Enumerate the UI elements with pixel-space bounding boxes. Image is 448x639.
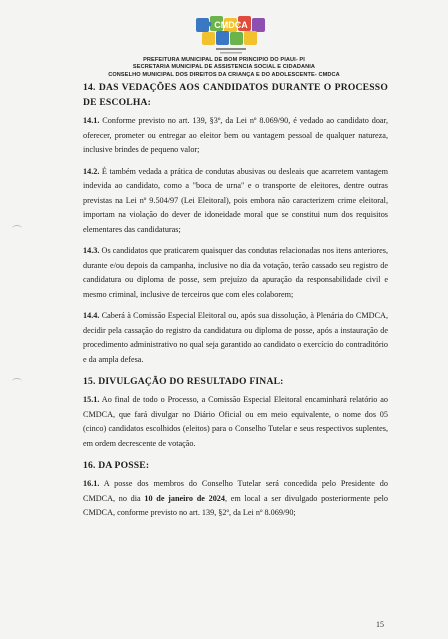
paragraph-14-2 bbox=[83, 165, 388, 238]
item-number: 14.4. bbox=[83, 311, 100, 320]
header-line-1: PREFEITURA MUNICIPAL DE BOM PRINCIPIO DO PIAUI- PI bbox=[143, 57, 305, 63]
item-number: 16.1. bbox=[83, 479, 100, 488]
paragraph-15-1 bbox=[83, 393, 388, 451]
paragraph-text: A posse dos membros do Conselho Tutelar será concedida pelo Presidente do CMDCA, no dia bbox=[83, 479, 388, 503]
paragraph-14-4 bbox=[83, 309, 388, 367]
item-number: 14.2. bbox=[83, 166, 100, 176]
paragraph-16-1 bbox=[83, 477, 388, 521]
scan-mark bbox=[12, 378, 22, 385]
paragraph-text: Os candidatos que praticarem quaisquer das condutas relacionadas nos itens anteriores, durante e/ou depois da campanha, inclusive no dia da votação, terão cassado seu registro de candidatura ou diploma de posse, sem prejuízo da apuração da responsabilidade civil e mesmo criminal, inclusive de terceiros que com eles colaborem; bbox=[83, 246, 388, 299]
header-line-3: CONSELHO MUNICIPAL DOS DIREITOS DA CRIANÇA E DO ADOLESCENTE- CMDCA bbox=[108, 72, 340, 78]
paragraph-text: Ao final de todo o Processo, a Comissão Especial Eleitoral encaminhará relatório ao CMDCA, que fará divulgar no Diário Oficial ou em meio equivalente, o nome dos 05 (cinco) candidatos escolhidos (eleitos) para o Conselho Tutelar e seus respectivos suplentes, em ordem decrescente de votação. bbox=[83, 395, 388, 448]
posse-date: 10 de janeiro de 2024 bbox=[144, 493, 225, 503]
logo-text: CMDCA bbox=[214, 20, 248, 30]
item-number: 15.1. bbox=[83, 395, 100, 404]
paragraph-text: , em local a ser divulgado posteriormente pelo CMDCA, conforme previsto no art. 139, §2º, da Lei nº 8.069/90; bbox=[83, 493, 388, 517]
item-number: 14.3. bbox=[83, 246, 100, 255]
section-16-title: 16. DA POSSE: bbox=[83, 460, 150, 471]
paragraph-14-1 bbox=[83, 114, 388, 158]
section-15-title: 15. DIVULGAÇÃO DO RESULTADO FINAL: bbox=[83, 376, 284, 387]
section-14-title: 14. DAS VEDAÇÕES AOS CANDIDATOS DURANTE O PROCESSO DE ESCOLHA: bbox=[83, 82, 388, 108]
paragraph-text: Conforme previsto no art. 139, §3º, da Lei nº 8.069/90, é vedado ao candidato doar, oferecer, prometer ou entregar ao eleitor bem ou vantagem pessoal de qualquer natureza, inclusive brindes de pequeno valor; bbox=[83, 116, 388, 154]
document-body bbox=[83, 80, 388, 521]
paragraph-14-3 bbox=[83, 244, 388, 302]
paragraph-text: É também vedada a prática de condutas abusivas ou desleais que acarretem vantagem indevida ao candidato, como a "boca de urna" e o transporte de eleitores, dentre outras previstas na Lei nº 9.504/97 (Lei Eleitoral), pois embora não caracterizem crime eleitoral, importam na violação do dever de idoneidade moral que se constitui num dos requisitos elementares das candidaturas; bbox=[83, 166, 388, 234]
cmdca-logo bbox=[192, 14, 270, 58]
item-number: 14.1. bbox=[83, 116, 100, 125]
page-number: 15 bbox=[376, 620, 384, 629]
scan-mark bbox=[12, 225, 22, 232]
paragraph-text: Caberá à Comissão Especial Eleitoral ou, após sua dissolução, à Plenária do CMDCA, decidir pela cassação do registro da candidatura ou diploma de posse, após a instauração de procedimento administrativo no qual seja garantido ao candidato o exercício do contraditório e da ampla defesa. bbox=[83, 311, 388, 364]
header-line-2: SECRETARIA MUNICIPAL DE ASSISTENCIA SOCIAL E CIDADANIA bbox=[132, 64, 316, 70]
